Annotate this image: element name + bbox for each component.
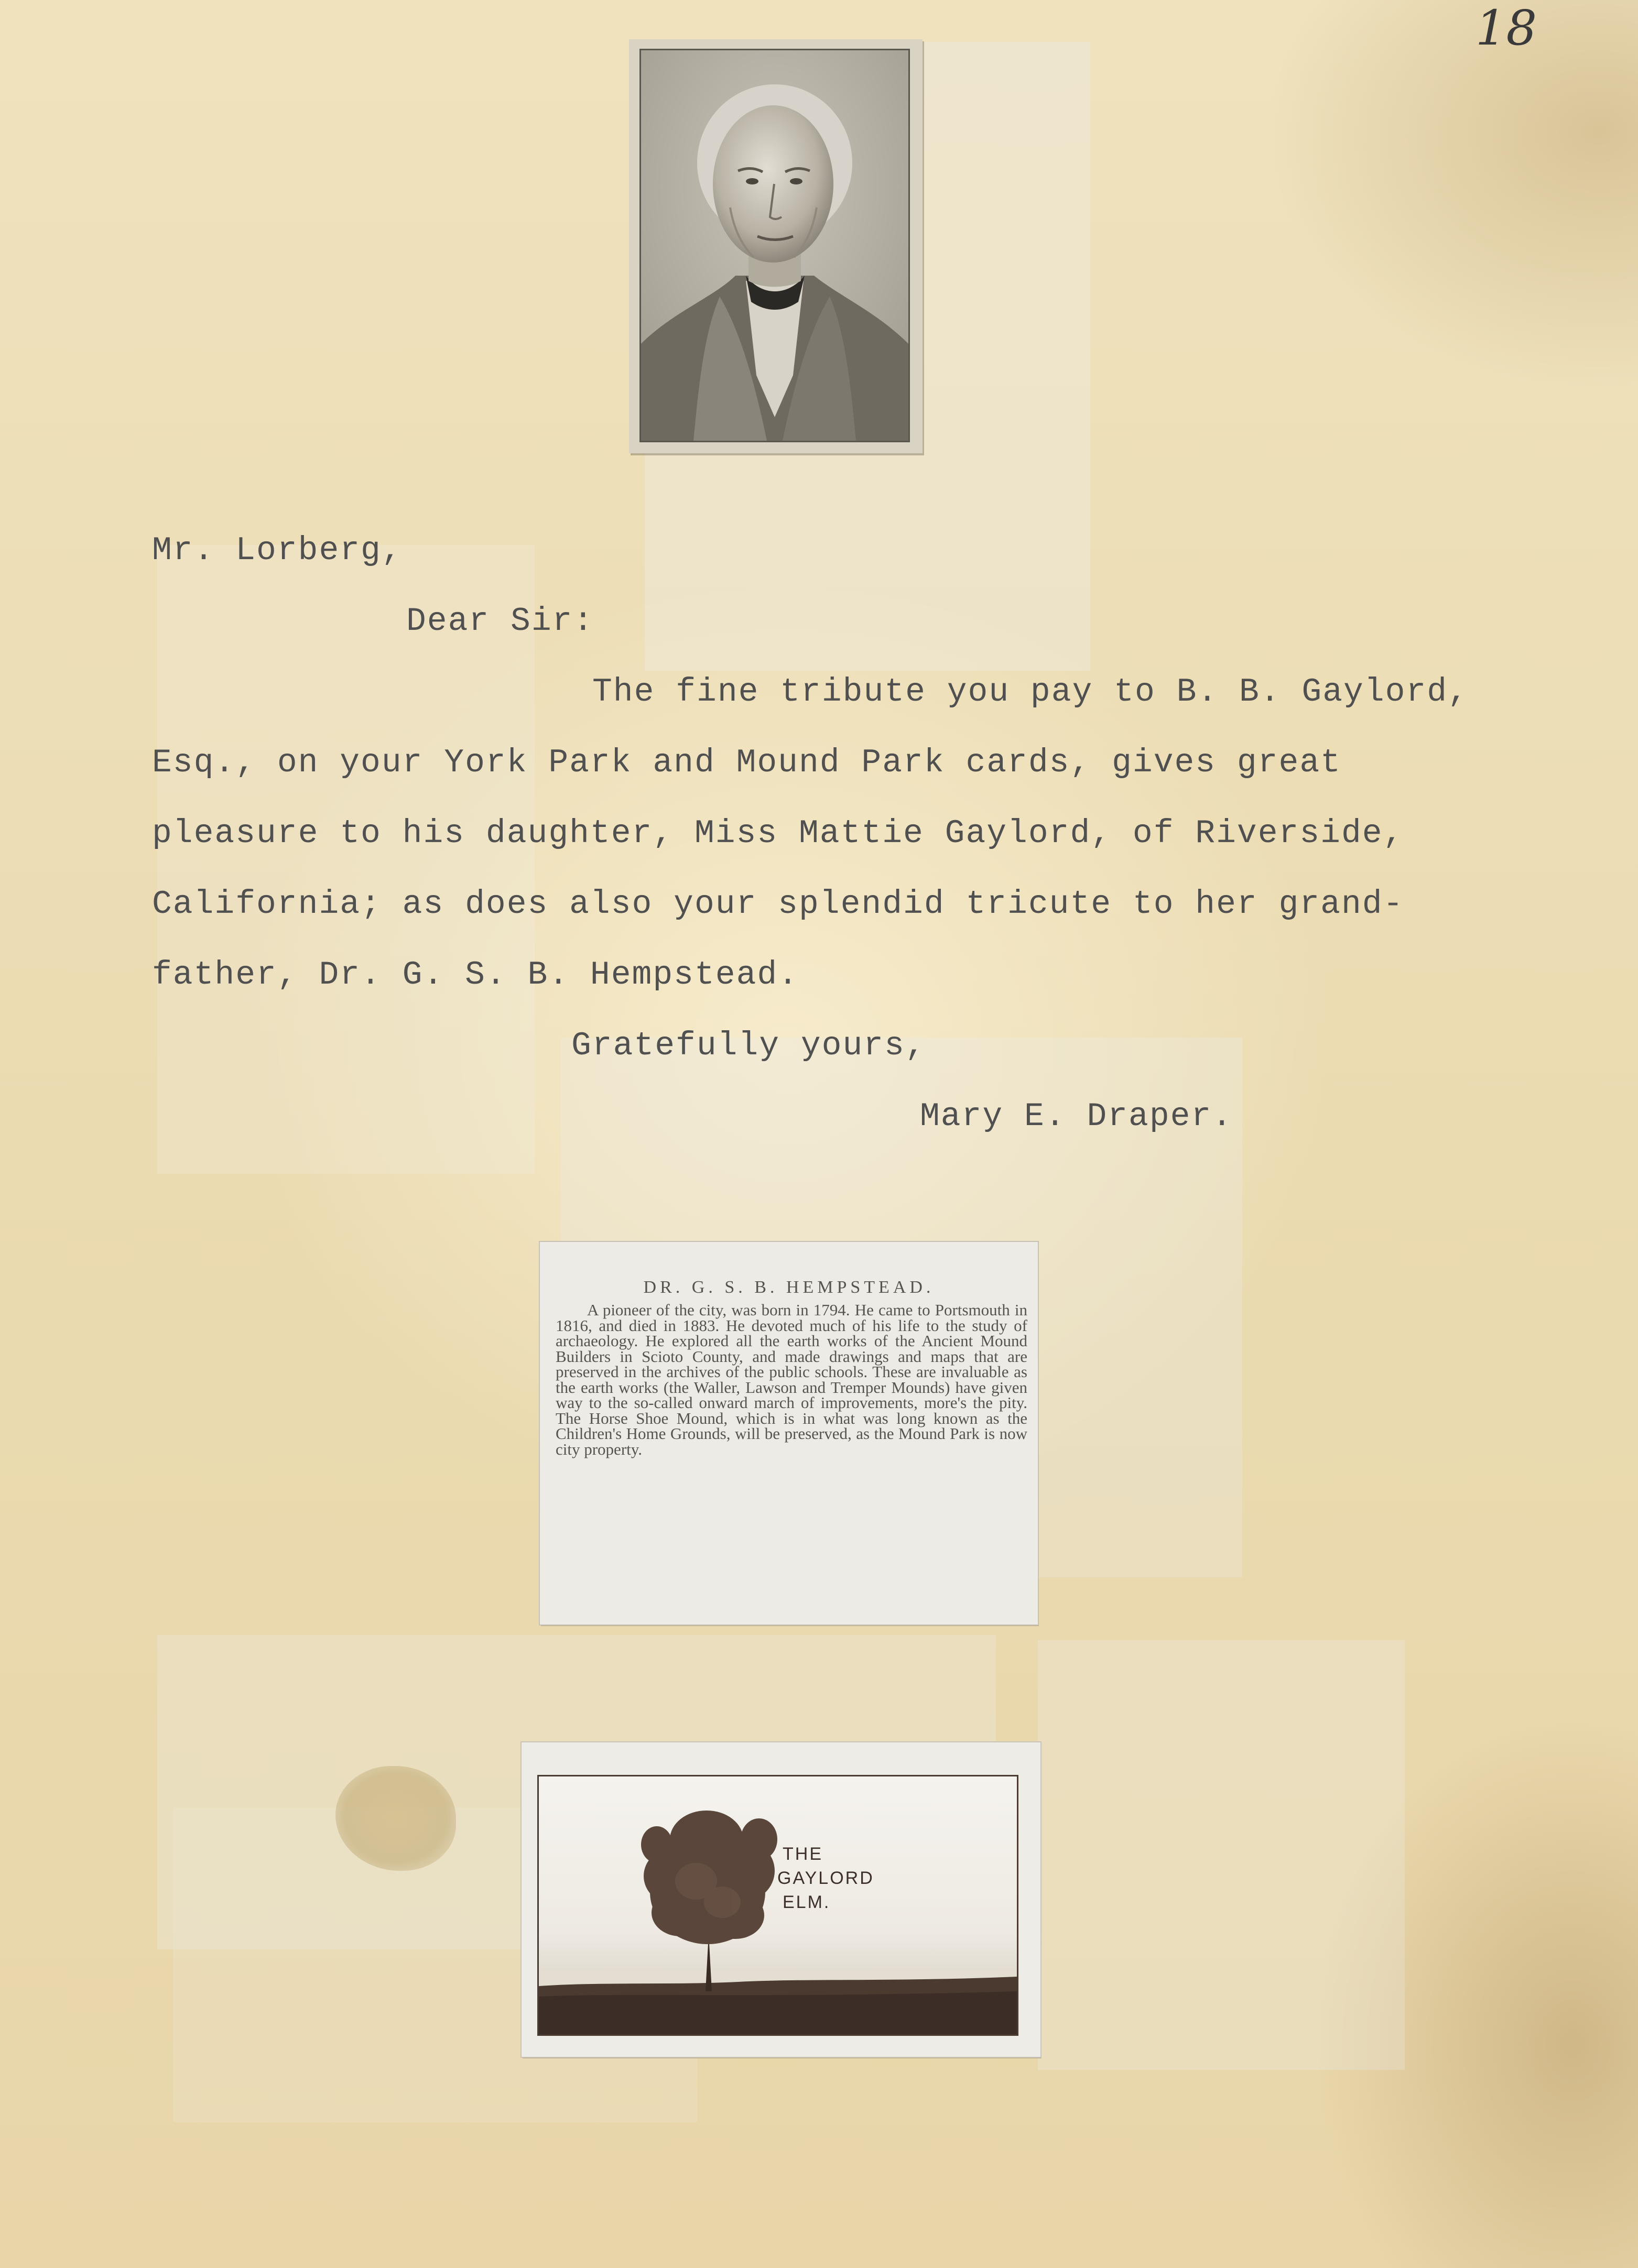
letter-body-line: The fine tribute you pay to B. B. Gaylord,	[592, 673, 1469, 711]
elm-photo	[537, 1775, 1018, 2036]
elm-caption	[777, 1842, 874, 1914]
typed-letter	[0, 0, 1469, 1135]
portrait-frame	[639, 49, 910, 442]
letter-salutation: Mr. Lorberg,	[152, 532, 403, 569]
elm-caption-line: THE	[783, 1844, 823, 1864]
letter-body-line: pleasure to his daughter, Miss Mattie Gaylord, of Riverside,	[152, 815, 1404, 852]
hempstead-card	[540, 1242, 1038, 1624]
letter-body-line: Esq., on your York Park and Mound Park cards, gives great	[152, 744, 1341, 781]
letter-closing: Gratefully yours,	[571, 1027, 926, 1064]
elm-caption-line: ELM.	[783, 1892, 831, 1912]
page-number: 18	[1476, 0, 1537, 56]
hempstead-card-text: A pioneer of the city, was born in 1794. He came to Portsmouth in 1816, and died in 1883. He devoted much of his life to the study of archaeology. He explored all the earth works of the Ancient Mound Builders in Scioto County, and made drawings and maps that are preserved in the archives of the public schools. These are invaluable as the earth works (the Waller, Lawson and Tremper Mounds) have given way to the so-called onward march of improvements, more's the pity. The Horse Shoe Mound, which is in what was long known as the Children's Home Grounds, will be preserved, as the Mound Park is now city property.	[556, 1301, 1027, 1458]
gaylord-elm-card	[522, 1742, 1040, 2057]
hempstead-card-title: DR. G. S. B. HEMPSTEAD.	[643, 1278, 935, 1297]
letter-greeting: Dear Sir:	[406, 603, 594, 640]
tissue-patch	[1038, 1640, 1405, 2070]
letter-signature: Mary E. Draper.	[920, 1098, 1233, 1135]
letter-body-line: father, Dr. G. S. B. Hempstead.	[152, 956, 799, 994]
portrait-image	[641, 50, 908, 441]
letter-body-line: California; as does also your splendid tricute to her grand-	[152, 886, 1404, 923]
portrait-photo	[629, 39, 923, 453]
elm-caption-line: GAYLORD	[777, 1868, 874, 1888]
